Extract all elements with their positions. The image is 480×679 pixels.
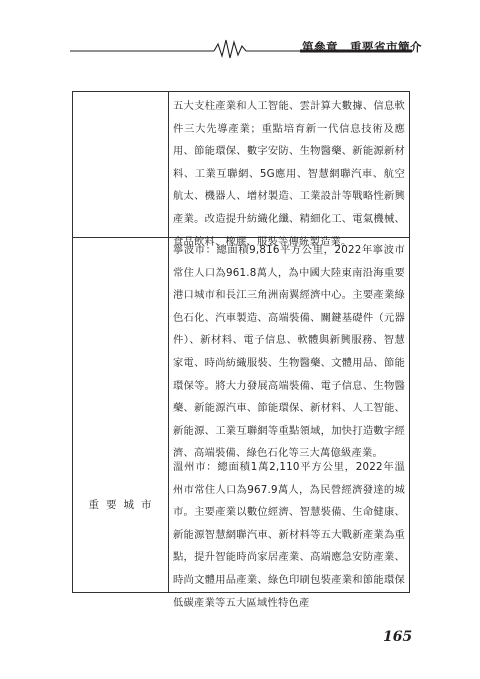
- chapter-title: 第參章 重要省市簡介: [302, 40, 422, 54]
- industry-paragraph: 五大支柱產業和人工智能、雲計算大數據、信息軟件三大先導產業；重點培育新一代信息技術及應用、節能環保、數字安防、生物醫藥、新能源新材料、工業互聯網、5G應用、智慧網聯汽車、航空航太、機器人、增材製造、工業設計等戰略性新興產業。改造提升紡織化纖、精細化工、電氣機械、食品飲料、橡膠、服裝等傳統製造業。: [173, 100, 405, 248]
- row-label-important-cities: 重要城市: [88, 499, 159, 511]
- ningbo-paragraph: 寧波市：總面積9,816平方公里，2022年寧波市常住人口為961.8萬人，為中國大陸東南沿海重要港口城市和長江三角洲南翼經濟中心。主要產業綠色石化、汽車製造、高端裝備、關鍵基礎件（元器件）、新材料、電子信息、軟體與新興服務、智慧家電、時尚紡織服裝、生物醫藥、文體用品、節能環保等。將大力發展高端裝備、電子信息、生物醫藥、新能源汽車、節能環保、新材料、人工智能、新能源、工業互聯網等重點領域，加快打造數字經濟、高端裝備、綠色石化等三大萬億級產業。: [173, 244, 405, 460]
- city-info-table: [72, 91, 410, 609]
- wenzhou-paragraph: 溫州市：總面積1萬2,110平方公里，2022年溫州市常住人口為967.9萬人，為民營經濟發達的城市。主要產業以數位經濟、智慧裝備、生命健康、新能源智慧網聯汽車、新材料等五大戰新產業為重點，提升智能時尚家居產業、高端應急安防產業、時尚文體用品產業、綠色印刷包裝產業和節能環保低碳產業等五大區域性特色產: [173, 461, 405, 609]
- page-number: 165: [383, 629, 413, 645]
- running-header: [0, 30, 480, 60]
- table-left-column: [73, 92, 169, 592]
